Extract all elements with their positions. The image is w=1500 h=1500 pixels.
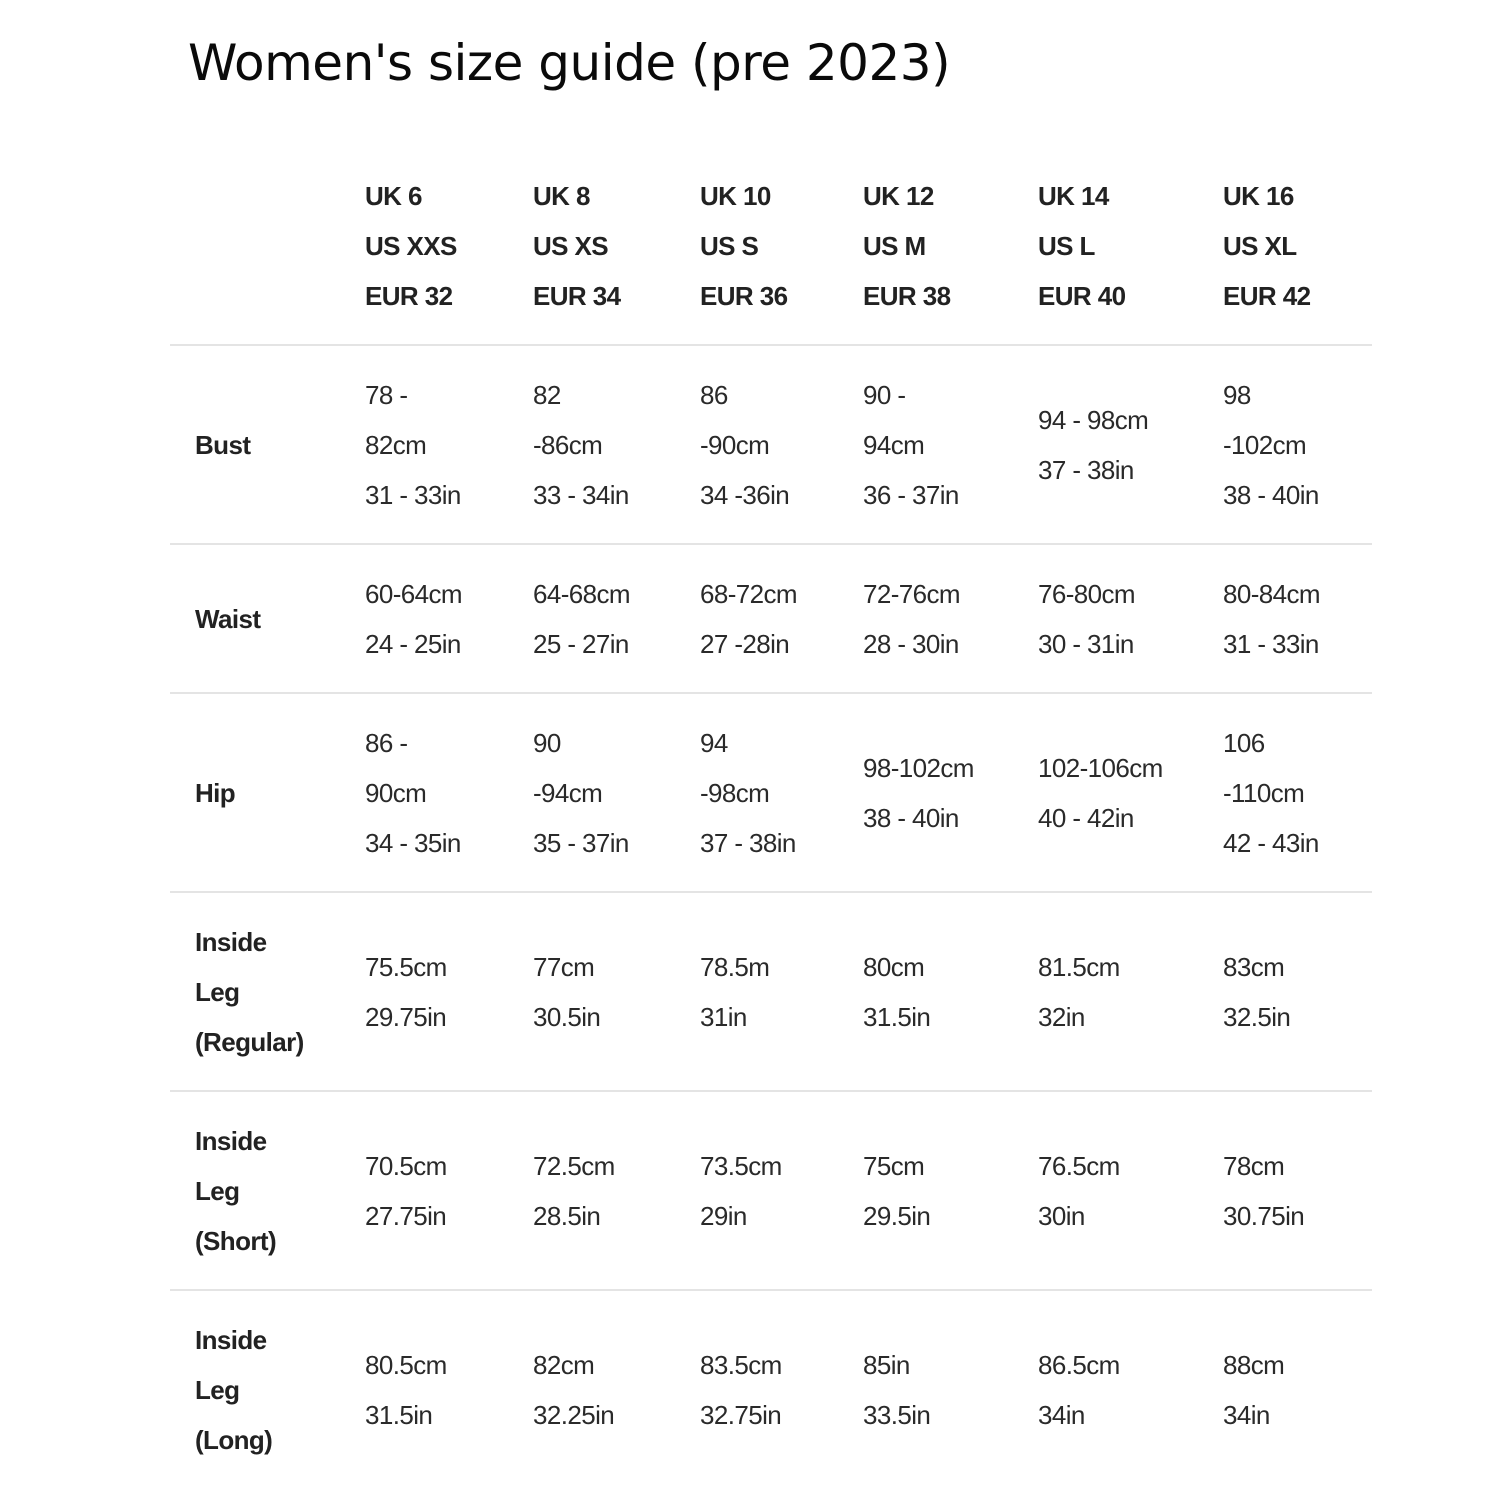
size-header-cell	[365, 165, 533, 345]
table-cell: 76.5cm 30in	[1038, 1150, 1120, 1231]
table-cell: 68-72cm 27 -28in	[700, 578, 797, 659]
eur-size: EUR 38	[863, 281, 951, 311]
table-cell: 98 -102cm 38 - 40in	[1223, 379, 1319, 510]
size-header	[170, 165, 1372, 345]
us-size: US L	[1038, 231, 1095, 261]
table-cell: 102-106cm 40 - 42in	[1038, 752, 1163, 833]
table-cell: 80.5cm 31.5in	[365, 1350, 447, 1430]
size-header-cell	[700, 165, 863, 345]
uk-size: UK 16	[1223, 181, 1294, 211]
table-cell: 83cm 32.5in	[1223, 951, 1291, 1032]
uk-size: UK 14	[1038, 181, 1109, 211]
us-size: US XXS	[365, 231, 457, 261]
table-cell: 81.5cm 32in	[1038, 951, 1120, 1032]
eur-size: EUR 36	[700, 281, 788, 311]
table-cell: 85in 33.5in	[863, 1350, 931, 1430]
us-size: US M	[863, 231, 926, 261]
row-label: Hip	[195, 777, 236, 808]
row-label: Waist	[195, 603, 261, 634]
header-corner	[170, 165, 365, 345]
eur-size: EUR 42	[1223, 281, 1311, 311]
size-header-cell	[863, 165, 1038, 345]
table-row-waist	[170, 544, 1372, 693]
table-row-hip	[170, 693, 1372, 892]
size-header-cell	[1038, 165, 1223, 345]
us-size: US XS	[533, 231, 609, 261]
row-label: Inside Leg (Regular)	[195, 926, 304, 1057]
size-header-cell	[1223, 165, 1372, 345]
table-cell: 72.5cm 28.5in	[533, 1150, 615, 1231]
table-cell: 60-64cm 24 - 25in	[365, 578, 462, 659]
table-row-bust	[170, 345, 1372, 544]
table-cell: 73.5cm 29in	[700, 1150, 782, 1231]
table-cell: 94 -98cm 37 - 38in	[700, 727, 796, 858]
table-cell: 86 -90cm 34 -36in	[700, 379, 790, 510]
table-cell: 72-76cm 28 - 30in	[863, 578, 960, 659]
eur-size: EUR 40	[1038, 281, 1126, 311]
table-cell: 94 - 98cm 37 - 38in	[1038, 404, 1149, 485]
table-cell: 90 - 94cm 36 - 37in	[863, 379, 959, 510]
table-cell: 83.5cm 32.75in	[700, 1350, 782, 1430]
uk-size: UK 10	[700, 181, 771, 211]
table-cell: 76-80cm 30 - 31in	[1038, 578, 1135, 659]
table-cell: 77cm 30.5in	[533, 951, 601, 1032]
uk-size: UK 12	[863, 181, 934, 211]
table-cell: 88cm 34in	[1223, 1350, 1285, 1430]
eur-size: EUR 32	[365, 281, 453, 311]
us-size: US S	[700, 231, 759, 261]
table-cell: 80-84cm 31 - 33in	[1223, 578, 1320, 659]
size-header-cell	[533, 165, 700, 345]
row-label: Inside Leg (Short)	[195, 1125, 276, 1256]
eur-size: EUR 34	[533, 281, 621, 311]
uk-size: UK 6	[365, 181, 422, 211]
table-row-inside-leg-regular	[170, 892, 1372, 1091]
table-cell: 86 - 90cm 34 - 35in	[365, 727, 461, 858]
row-label: Inside Leg (Long)	[195, 1325, 273, 1455]
table-cell: 70.5cm 27.75in	[365, 1150, 447, 1231]
uk-size: UK 8	[533, 181, 590, 211]
table-cell: 106 -110cm 42 - 43in	[1223, 727, 1319, 858]
size-table	[170, 165, 1372, 1489]
table-cell: 78.5m 31in	[700, 951, 770, 1032]
table-row-inside-leg-short	[170, 1091, 1372, 1290]
table-cell: 90 -94cm 35 - 37in	[533, 727, 629, 858]
table-cell: 78cm 30.75in	[1223, 1150, 1305, 1231]
table-cell: 82 -86cm 33 - 34in	[533, 379, 629, 510]
table-cell: 82cm 32.25in	[533, 1350, 615, 1430]
table-cell: 75cm 29.5in	[863, 1150, 931, 1231]
table-cell: 86.5cm 34in	[1038, 1350, 1120, 1430]
table-cell: 78 - 82cm 31 - 33in	[365, 379, 461, 510]
header-row	[170, 165, 1372, 345]
row-label: Bust	[195, 429, 251, 460]
page-title: Women's size guide (pre 2023)	[188, 34, 951, 92]
us-size: US XL	[1223, 231, 1297, 261]
table-cell: 75.5cm 29.75in	[365, 951, 447, 1032]
table-cell: 98-102cm 38 - 40in	[863, 752, 974, 833]
table-cell: 64-68cm 25 - 27in	[533, 578, 630, 659]
table-row-inside-leg-long	[170, 1290, 1372, 1489]
table-cell: 80cm 31.5in	[863, 951, 931, 1032]
